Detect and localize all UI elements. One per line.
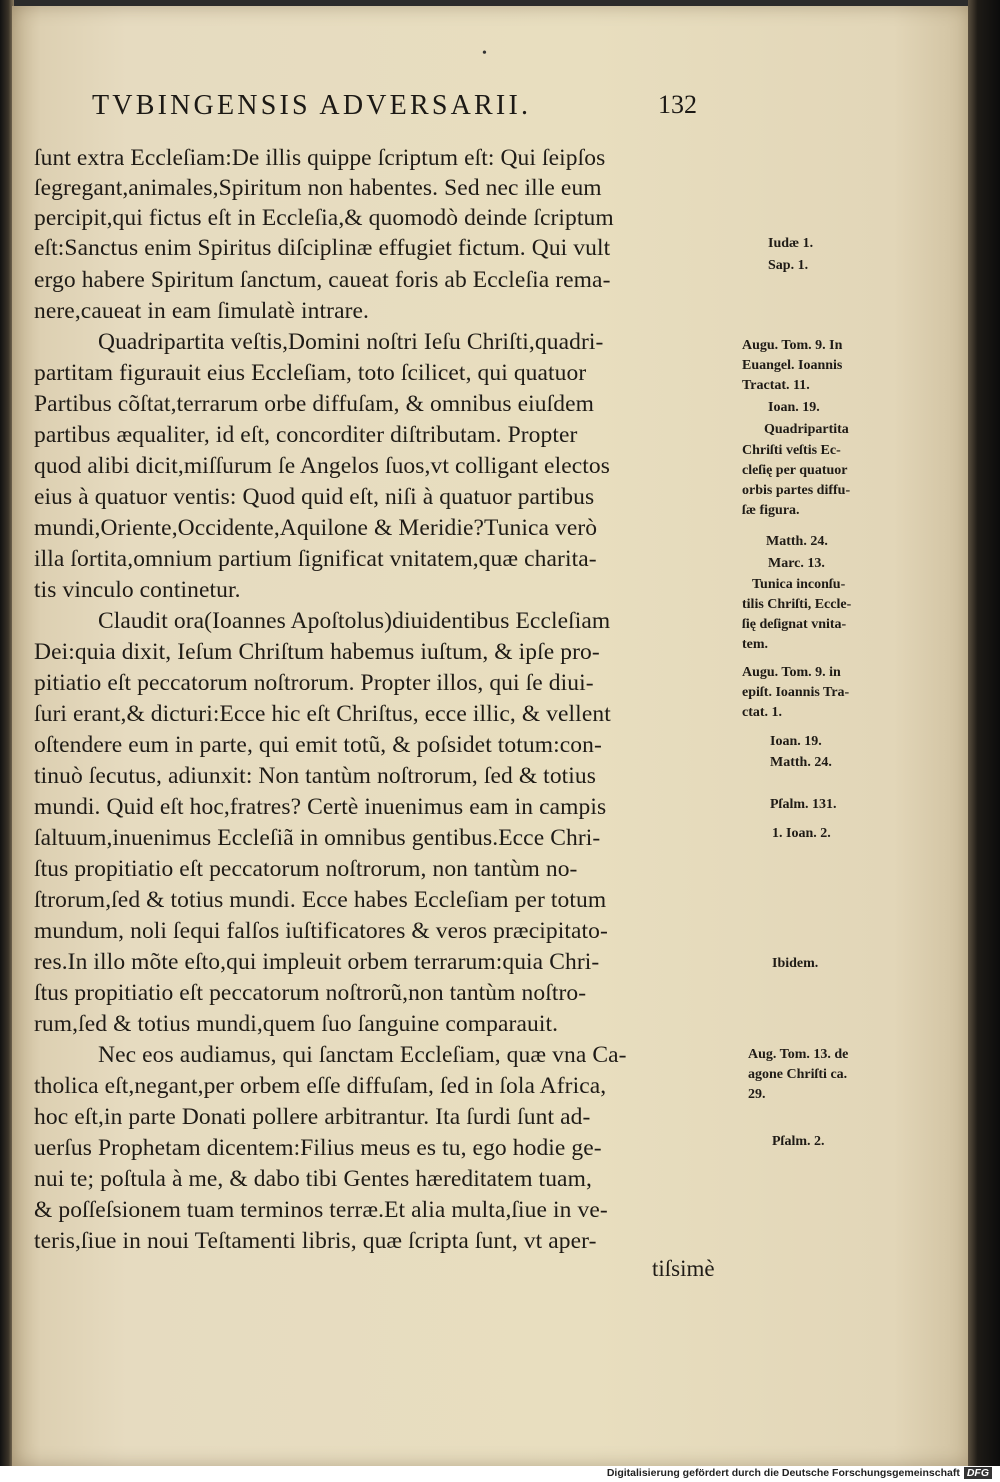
text-line: pitiatio eſt peccatorum noſtrorum. Propter illos, qui ſe diui- <box>34 670 594 696</box>
margin-note: Tractat. 11. <box>742 378 810 393</box>
margin-note: Matth. 24. <box>766 534 828 549</box>
text-line: Quadripartita veſtis,Domini noſtri Ieſu Chriſti,quadri- <box>98 329 604 355</box>
text-line: ſunt extra Eccleſiam:De illis quippe ſcriptum eſt: Qui ſeipſos <box>34 145 606 171</box>
signature-mark: • <box>482 46 487 61</box>
dfg-logo: DFG <box>964 1467 992 1479</box>
catchword: tiſsimè <box>652 1256 715 1281</box>
text-line: ſegregant,animales,Spiritum non habentes. Sed nec ille eum <box>34 175 602 201</box>
text-line: ſtrorum,ſed & totius mundi. Ecce habes Eccleſiam per totum <box>34 887 607 913</box>
margin-note: ſæ figura. <box>742 503 800 518</box>
page-edge-shadow <box>968 0 1000 1468</box>
text-line: Dei:quia dixit, Ieſum Chriſtum habemus iuſtum, & ipſe pro- <box>34 639 600 665</box>
text-line: ſaltuum,inuenimus Eccleſiã in omnibus gentibus.Ecce Chri- <box>34 825 601 851</box>
margin-note: Sap. 1. <box>768 258 809 273</box>
text-line: mundum, noli ſequi falſos iuſtificatores & veros præcipitato- <box>34 918 608 944</box>
text-line: tinuò ſecutus, adiunxit: Non tantùm noſtrorum, ſed & totius <box>34 763 597 789</box>
margin-note: Chriſti veſtis Ec- <box>742 443 841 458</box>
margin-note: 1. Ioan. 2. <box>772 826 831 841</box>
margin-note: Ioan. 19. <box>770 734 822 749</box>
margin-note: Pſalm. 131. <box>770 797 837 812</box>
margin-note: orbis partes diffu- <box>742 483 851 498</box>
text-line: res.In illo mõte eſto,qui impleuit orbem terrarum:quia Chri- <box>34 949 600 975</box>
running-title: TVBINGENSIS ADVERSARII. <box>92 90 532 121</box>
text-line: partitam figurauit eius Eccleſiam, toto ſcilicet, qui quatuor <box>34 360 587 386</box>
text-line: rum,ſed & totius mundi,quem ſuo ſanguine comparauit. <box>34 1011 559 1037</box>
text-line: illa ſortita,omnium partium ſignificat vnitatem,quæ charita- <box>34 546 597 572</box>
margin-note: Tunica inconſu- <box>752 577 846 592</box>
text-line: ſuri erant,& dicturi:Ecce hic eſt Chriſtus, ecce illic, & vellent <box>34 701 611 727</box>
text-line: ſtus propitiatio eſt peccatorum noſtrorũ,non tantùm noſtro- <box>34 980 587 1006</box>
margin-note: agone Chriſti ca. <box>748 1067 848 1082</box>
text-line: nere,caueat in eam ſimulatè intrare. <box>34 298 370 324</box>
margin-note: Quadripartita <box>764 422 849 437</box>
text-line: ſtus propitiatio eſt peccatorum noſtrorum, non tantùm no- <box>34 856 578 882</box>
folio-number: 132 <box>658 90 697 119</box>
margin-note: tilis Chriſti, Eccle- <box>742 597 852 612</box>
text-line: quod alibi dicit,miſſurum ſe Angelos ſuos,vt colligant electos <box>34 453 610 479</box>
text-line: Claudit ora(Ioannes Apoſtolus)diuidentibus Eccleſiam <box>98 608 611 634</box>
text-line: percipit,qui fictus eſt in Eccleſia,& quomodò deinde ſcriptum <box>34 205 614 231</box>
text-line: Nec eos audiamus, qui ſanctam Eccleſiam, quæ vna Ca- <box>98 1042 627 1068</box>
text-line: ergo habere Spiritum ſanctum, caueat foris ab Eccleſia rema- <box>34 267 611 293</box>
text-line: partibus æqualiter, id eſt, concorditer diſtributam. Propter <box>34 422 578 448</box>
margin-note: Pſalm. 2. <box>772 1134 825 1149</box>
text-line: uerſus Prophetam dicentem:Filius meus es tu, ego hodie ge- <box>34 1135 602 1161</box>
margin-note: Ibidem. <box>772 956 819 971</box>
text-line: eius à quatuor ventis: Quod quid eſt, niſi à quatuor partibus <box>34 484 595 510</box>
text-line: eſt:Sanctus enim Spiritus diſciplinæ effugiet fictum. Qui vult <box>34 235 611 261</box>
digitization-credit <box>607 1467 992 1479</box>
margin-note: ſię deſignat vnita- <box>742 617 847 632</box>
margin-note: Augu. Tom. 9. in <box>742 665 841 680</box>
margin-note: Matth. 24. <box>770 755 832 770</box>
text-line: Partibus cõſtat,terrarum orbe diffuſam, & omnibus eiuſdem <box>34 391 595 417</box>
margin-note: Augu. Tom. 9. In <box>742 338 843 353</box>
margin-note: Marc. 13. <box>768 556 825 571</box>
text-line: nui te; poſtula à me, & dabo tibi Gentes hæreditatem tuam, <box>34 1166 592 1192</box>
text-line: oſtendere eum in parte, qui emit totũ, & poſsidet totum:con- <box>34 732 602 758</box>
margin-note: Euangel. Ioannis <box>742 358 843 373</box>
text-line: tis vinculo continetur. <box>34 577 241 603</box>
margin-note: 29. <box>748 1087 766 1102</box>
margin-note: ctat. 1. <box>742 705 783 720</box>
credit-text: Digitalisierung gefördert durch die Deutsche Forschungsgemeinschaft <box>606 1467 960 1479</box>
text-line: teris,ſiue in noui Teſtamenti libris, quæ ſcripta ſunt, vt aper- <box>34 1228 597 1254</box>
text-line: hoc eſt,in parte Donati pollere arbitrantur. Ita ſurdi ſunt ad- <box>34 1104 591 1130</box>
margin-note: tem. <box>742 637 769 652</box>
text-line: & poſſeſsionem tuam terminos terræ.Et alia multa,ſiue in ve- <box>34 1197 608 1223</box>
text-line: mundi. Quid eſt hoc,fratres? Certè inuenimus eam in campis <box>34 794 607 820</box>
margin-note: Iudæ 1. <box>768 236 814 251</box>
margin-note: cleſię per quatuor <box>742 463 848 478</box>
margin-note: epiſt. Ioannis Tra- <box>742 685 850 700</box>
text-line: mundi,Oriente,Occidente,Aquilone & Meridie?Tunica verò <box>34 515 598 541</box>
margin-note: Ioan. 19. <box>768 400 820 415</box>
margin-note: Aug. Tom. 13. de <box>748 1047 849 1062</box>
text-line: tholica eſt,negant,per orbem eſſe diffuſam, ſed in ſola Africa, <box>34 1073 607 1099</box>
